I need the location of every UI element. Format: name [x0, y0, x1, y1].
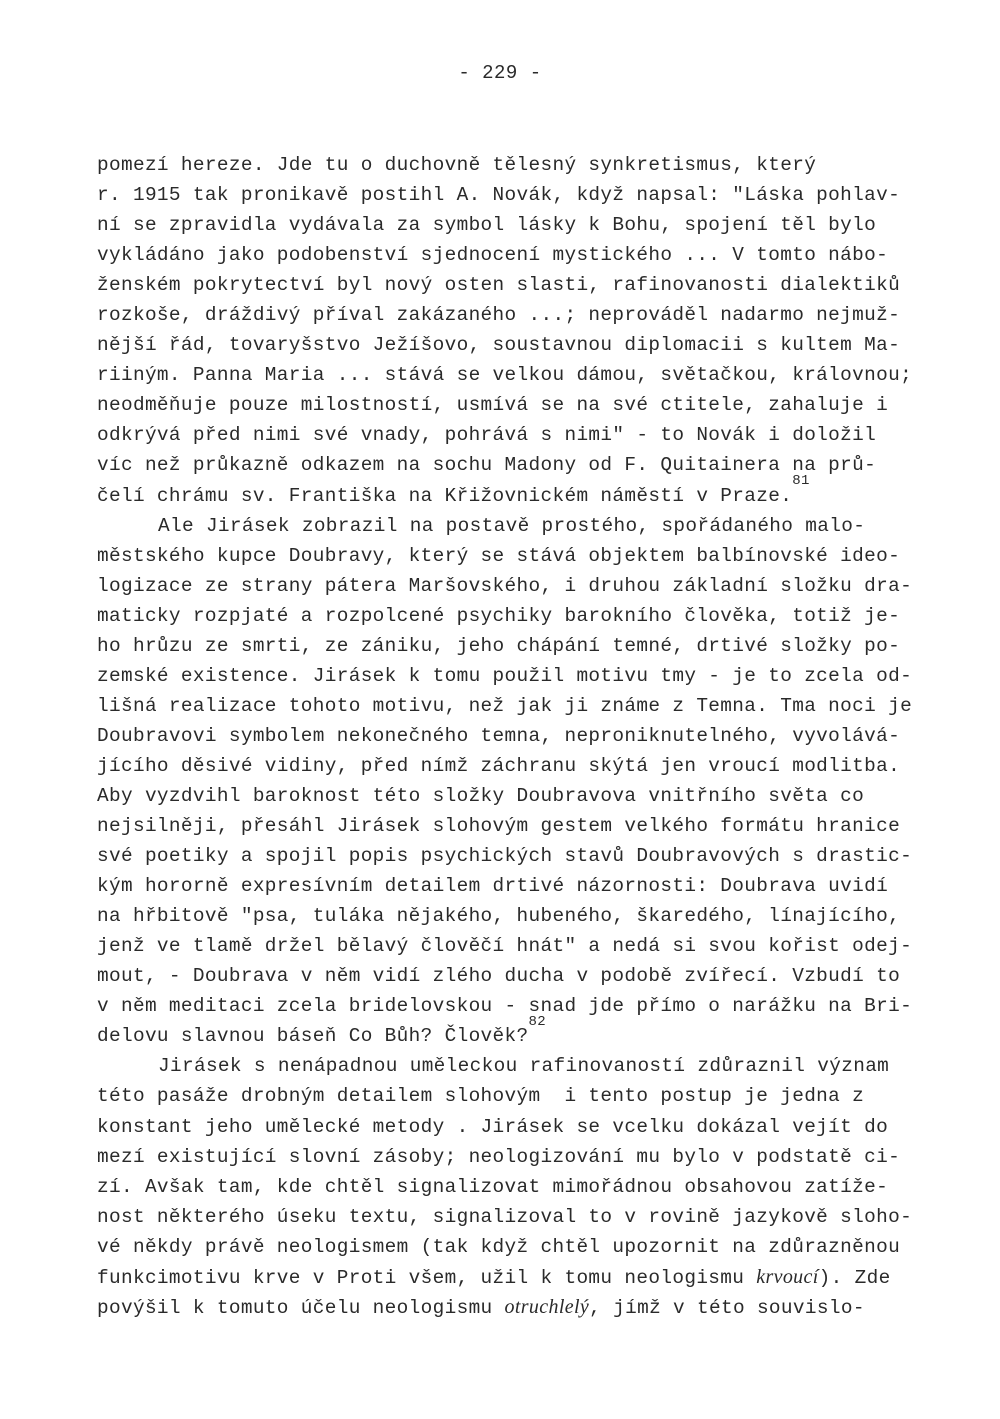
text-line — [97, 631, 927, 661]
text-line — [97, 931, 927, 961]
text-line — [97, 571, 927, 601]
line-text: nejsilněji, přesáhl Jirásek slohovým gestem velkého formátu hranice — [97, 815, 901, 838]
text-line — [97, 360, 927, 390]
body-text — [97, 150, 927, 1322]
text-line — [97, 751, 927, 781]
line-text: r. 1915 tak pronikavě postihl A. Novák, když napsal: "Láska pohlav- — [97, 184, 901, 207]
text-line — [97, 180, 927, 210]
line-text: maticky rozpjaté a rozpolcené psychiky barokního člověka, totiž je- — [97, 604, 901, 627]
text-line — [97, 270, 927, 300]
text-line — [97, 871, 927, 901]
line-text: funkcimotivu krve v Proti všem, užil k tomu neologismu — [97, 1266, 757, 1289]
italic-term: krvoucí — [756, 1265, 819, 1288]
text-line — [97, 150, 927, 180]
line-text: mezí existující slovní zásoby; neologizování mu bylo v podstatě ci- — [97, 1145, 901, 1168]
line-text: neodměňuje pouze milostností, usmívá se na své ctitele, zahaluje i — [97, 394, 889, 417]
line-text: rozkoše, dráždivý příval zakázaného ...; neprováděl nadarmo nejmuž- — [97, 304, 901, 327]
text-line — [97, 1013, 927, 1051]
text-line — [97, 781, 927, 811]
line-text: jícího děsivé vidiny, před nímž záchranu skýtá jen vroucí modlitba. — [97, 754, 901, 777]
line-text: kým hororně expresívním detailem drtivé názornosti: Doubrava uvidí — [97, 875, 889, 898]
text-line — [97, 541, 927, 571]
line-text: logizace ze strany pátera Maršovského, i druhou základní složku dra- — [97, 574, 913, 597]
line-text: jenž ve tlamě držel bělavý člověčí hnát" a nedá si svou kořist odej- — [97, 935, 913, 958]
line-text: nější řád, tovaryšstvo Ježíšovo, soustavnou diplomacii s kultem Ma- — [97, 334, 901, 357]
text-line — [97, 1202, 927, 1232]
text-line — [97, 1051, 927, 1081]
text-line — [97, 1292, 927, 1322]
text-line — [97, 661, 927, 691]
text-line — [97, 691, 927, 721]
line-text: ní se zpravidla vydávala za symbol lásky k Bohu, spojení těl bylo — [97, 214, 877, 237]
text-line — [97, 1112, 927, 1142]
text-line — [97, 511, 927, 541]
line-text: ho hrůzu ze smrti, ze zániku, jeho chápání temné, drtivé složky po- — [97, 634, 901, 657]
text-line — [97, 1262, 927, 1292]
text-line — [97, 1142, 927, 1172]
text-line — [97, 330, 927, 360]
footnote-marker: 81 — [792, 473, 810, 490]
text-line — [97, 390, 927, 420]
text-line — [97, 240, 927, 270]
line-text: v něm meditaci zcela bridelovskou - snad jde přímo o narážku na Bri- — [97, 995, 913, 1018]
line-text: Aby vyzdvihl baroknost této složky Doubravova vnitřního světa co — [97, 784, 865, 807]
text-line — [97, 901, 927, 931]
line-text-after: ). Zde — [818, 1266, 891, 1289]
line-text: Jirásek s nenápadnou uměleckou rafinovaností zdůraznil význam — [158, 1055, 890, 1078]
text-line — [97, 420, 927, 450]
line-text: Doubravovi symbolem nekonečného temna, neproniknutelného, vyvolává- — [97, 724, 901, 747]
line-text: povýšil k tomuto účelu neologismu — [97, 1296, 505, 1319]
page-number: - 229 - — [458, 62, 542, 84]
line-text: na hřbitově "psa, tuláka nějakého, hubeného, škaredého, línajícího, — [97, 905, 901, 928]
line-text: vykládáno jako podobenství sjednocení mystického ... V tomto nábo- — [97, 244, 889, 267]
line-text: nost některého úseku textu, signalizoval to v rovině jazykově sloho- — [97, 1205, 913, 1228]
line-text: zí. Avšak tam, kde chtěl signalizovat mimořádnou obsahovou zatíže- — [97, 1175, 889, 1198]
line-text: mout, - Doubrava v něm vidí zlého ducha v podobě zvířecí. Vzbudí to — [97, 965, 901, 988]
text-line — [97, 1172, 927, 1202]
line-text-after: , jímž v této souvislo- — [589, 1296, 865, 1319]
line-text: zemské existence. Jirásek k tomu použil motivu tmy - je to zcela od- — [97, 664, 913, 687]
text-line — [97, 841, 927, 871]
text-line — [97, 991, 927, 1021]
line-text: riiným. Panna Maria ... stává se velkou dámou, světačkou, královnou; — [97, 364, 913, 387]
text-line — [97, 1232, 927, 1262]
footnote-marker: 82 — [528, 1013, 547, 1030]
text-line — [97, 961, 927, 991]
line-text: konstant jeho umělecké metody . Jirásek se vcelku dokázal vejít do — [97, 1115, 889, 1138]
line-text: čelí chrámu sv. Františka na Křižovnickém náměstí v Praze. — [97, 484, 793, 507]
line-text: vé někdy právě neologismem (tak když chtěl upozornit na zdůrazněnou — [97, 1235, 901, 1258]
line-text: Ale Jirásek zobrazil na postavě prostého, spořádaného malo- — [158, 514, 866, 537]
line-text: městského kupce Doubravy, který se stává objektem balbínovské ideo- — [97, 544, 901, 567]
line-text: své poetiky a spojil popis psychických stavů Doubravových s drastic- — [97, 845, 913, 868]
line-text: této pasáže drobným detailem slohovým i tento postup je jedna z — [97, 1085, 865, 1108]
text-line — [97, 1081, 927, 1111]
line-text: lišná realizace tohoto motivu, než jak ji známe z Temna. Tma noci je — [97, 694, 913, 717]
line-text: pomezí hereze. Jde tu o duchovně tělesný synkretismus, který — [97, 154, 817, 176]
line-text: víc než průkazně odkazem na sochu Madony od F. Quitainera na prů- — [97, 454, 877, 477]
line-text: odkrývá před nimi své vnady, pohrává s nimi" - to Novák i doložil — [97, 424, 877, 447]
text-line — [97, 721, 927, 751]
text-line — [97, 601, 927, 631]
text-line — [97, 300, 927, 330]
text-line — [97, 473, 927, 511]
line-text: delovu slavnou báseň Co Bůh? Člověk? — [97, 1025, 529, 1048]
text-line — [97, 210, 927, 240]
line-text: ženském pokrytectví byl nový osten slasti, rafinovanosti dialektiků — [97, 274, 901, 297]
italic-term: otruchlelý — [504, 1295, 590, 1318]
text-line — [97, 811, 927, 841]
